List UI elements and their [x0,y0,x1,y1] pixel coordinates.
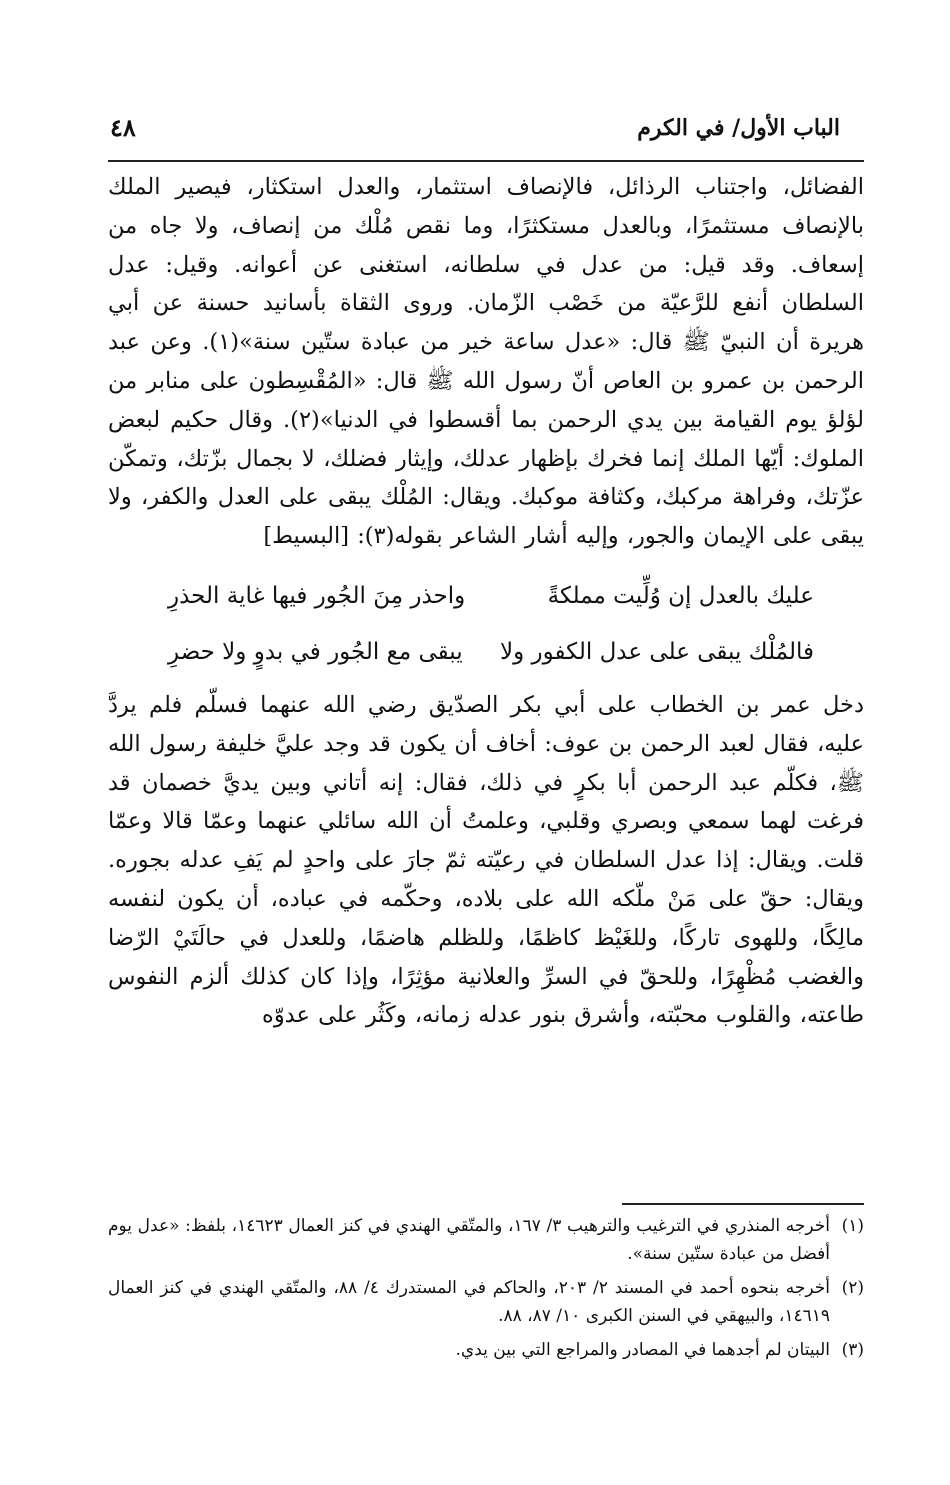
poem [108,568,864,680]
verse-1-first-half: عليك بالعدل إن وُلِّيت مملكةً [547,582,814,609]
footnotes [108,1212,864,1370]
verse-1-second-half: واحذر مِنَ الجُور فيها غاية الحذرِ [168,582,466,609]
verse-2-second-half: يبقى مع الجُور في بدوٍ ولا حضرِ [168,638,463,665]
footnote-1 [108,1212,864,1268]
footnote-divider [622,1203,864,1205]
footnote-2-text: أخرجه بنحوه أحمد في المسند ٢/ ٢٠٣، والحاكم في المستدرك ٤/ ٨٨، والمتّقي الهندي في كنز العمال ١٤٦١٩، والبيهقي في السنن الكبرى ١٠/ ٨٧، ٨٨. [108,1278,831,1326]
footnote-3-text: البيتان لم أجدهما في المصادر والمراجع التي بين يدي. [455,1340,830,1360]
body-text [108,168,864,1035]
paragraph-justice [108,168,864,556]
poem-verse-1 [108,568,864,624]
paragraph-justice-text: الفضائل، واجتناب الرذائل، فالإنصاف استثمار، والعدل استكثار، فيصير الملك بالإنصاف مستثمرًا، وبالعدل مستكثرًا، وما نقص مُلْك من إنصاف، ولا جاه من إسعاف. وقد قيل: من عدل في سلطانه، استغنى عن أعوانه. وقيل: عدل السلطان أنفع للرَّعيّة من خَصْب الزّمان. وروى الثقاة بأسانيد حسنة عن أبي هريرة أن النبيّ ﷺ قال: «عدل ساعة خير من عبادة ستّين سنة»(١). وعن عبد الرحمن بن عمرو بن العاص أنّ رسول الله ﷺ قال: «المُقْسِطون على منابر من لؤلؤ يوم القيامة بين يدي الرحمن بما أقسطوا في الدنيا»(٢). وقال حكيم لبعض الملوك: أيّها الملك إنما فخرك بإظهار عدلك، وإيثار فضلك، لا بجمال بزّتك، وتمكّن عزّتك، وفراهة مركبك، وكثافة موكبك. ويقال: المُلْك يبقى على العدل والكفر، ولا يبقى على الإيمان والجور، وإليه أشار الشاعر بقوله(٣): [108,174,865,550]
poem-verse-2 [108,624,864,680]
footnote-2-number: (٢) [841,1278,864,1298]
running-title: الباب الأول/ في الكرم [637,115,840,141]
footnote-1-text: أخرجه المنذري في الترغيب والترهيب ٣/ ١٦٧، والمتّقي الهندي في كنز العمال ١٤٦٢٣، بلفظ: «عدل يوم أفضل من عبادة ستّين سنة». [108,1216,831,1264]
header-divider [108,160,864,162]
footnote-3-number: (٣) [841,1340,864,1360]
footnote-2 [108,1274,864,1330]
poem-meter: [البسيط] [263,523,350,550]
paragraph-umar-abu-bakr: دخل عمر بن الخطاب على أبي بكر الصدّيق رضي الله عنهما فسلّم فلم يردَّ عليه، فقال لعبد الرحمن بن عوف: أخاف أن يكون قد وجد عليَّ خليفة رسول الله ﷺ، فكلّم عبد الرحمن أبا بكرٍ في ذلك، فقال: إنه أتاني وبين يديَّ خصمان قد فرغت لهما سمعي وبصري وقلبي، وعلمتُ أن الله سائلي عنهما وعمّا قالا وعمّا قلت. ويقال: إذا عدل السلطان في رعيّته ثمّ جارَ على واحدٍ لم يَفِ عدله بجوره. ويقال: حقّ على مَنْ ملّكه الله على بلاده، وحكّمه في عباده، أن يكون لنفسه مالِكًا، وللهوى تاركًا، وللغَيْظ كاظمًا، وللظلم هاضمًا، وللعدل في حالَتَيْ الرّضا والغضب مُظْهِرًا، وللحقّ في السرِّ والعلانية مؤثِرًا، وإذا كان كذلك ألزم النفوس طاعته، والقلوب محبّته، وأشرق بنور عدله زمانه، وكَثُر على عدوّه [108,691,864,1029]
footnote-1-number: (١) [841,1216,864,1236]
footnote-3 [108,1336,864,1364]
verse-2-first-half: فالمُلْك يبقى على عدل الكفور ولا [500,638,814,665]
page-number: ٤٨ [110,113,136,142]
